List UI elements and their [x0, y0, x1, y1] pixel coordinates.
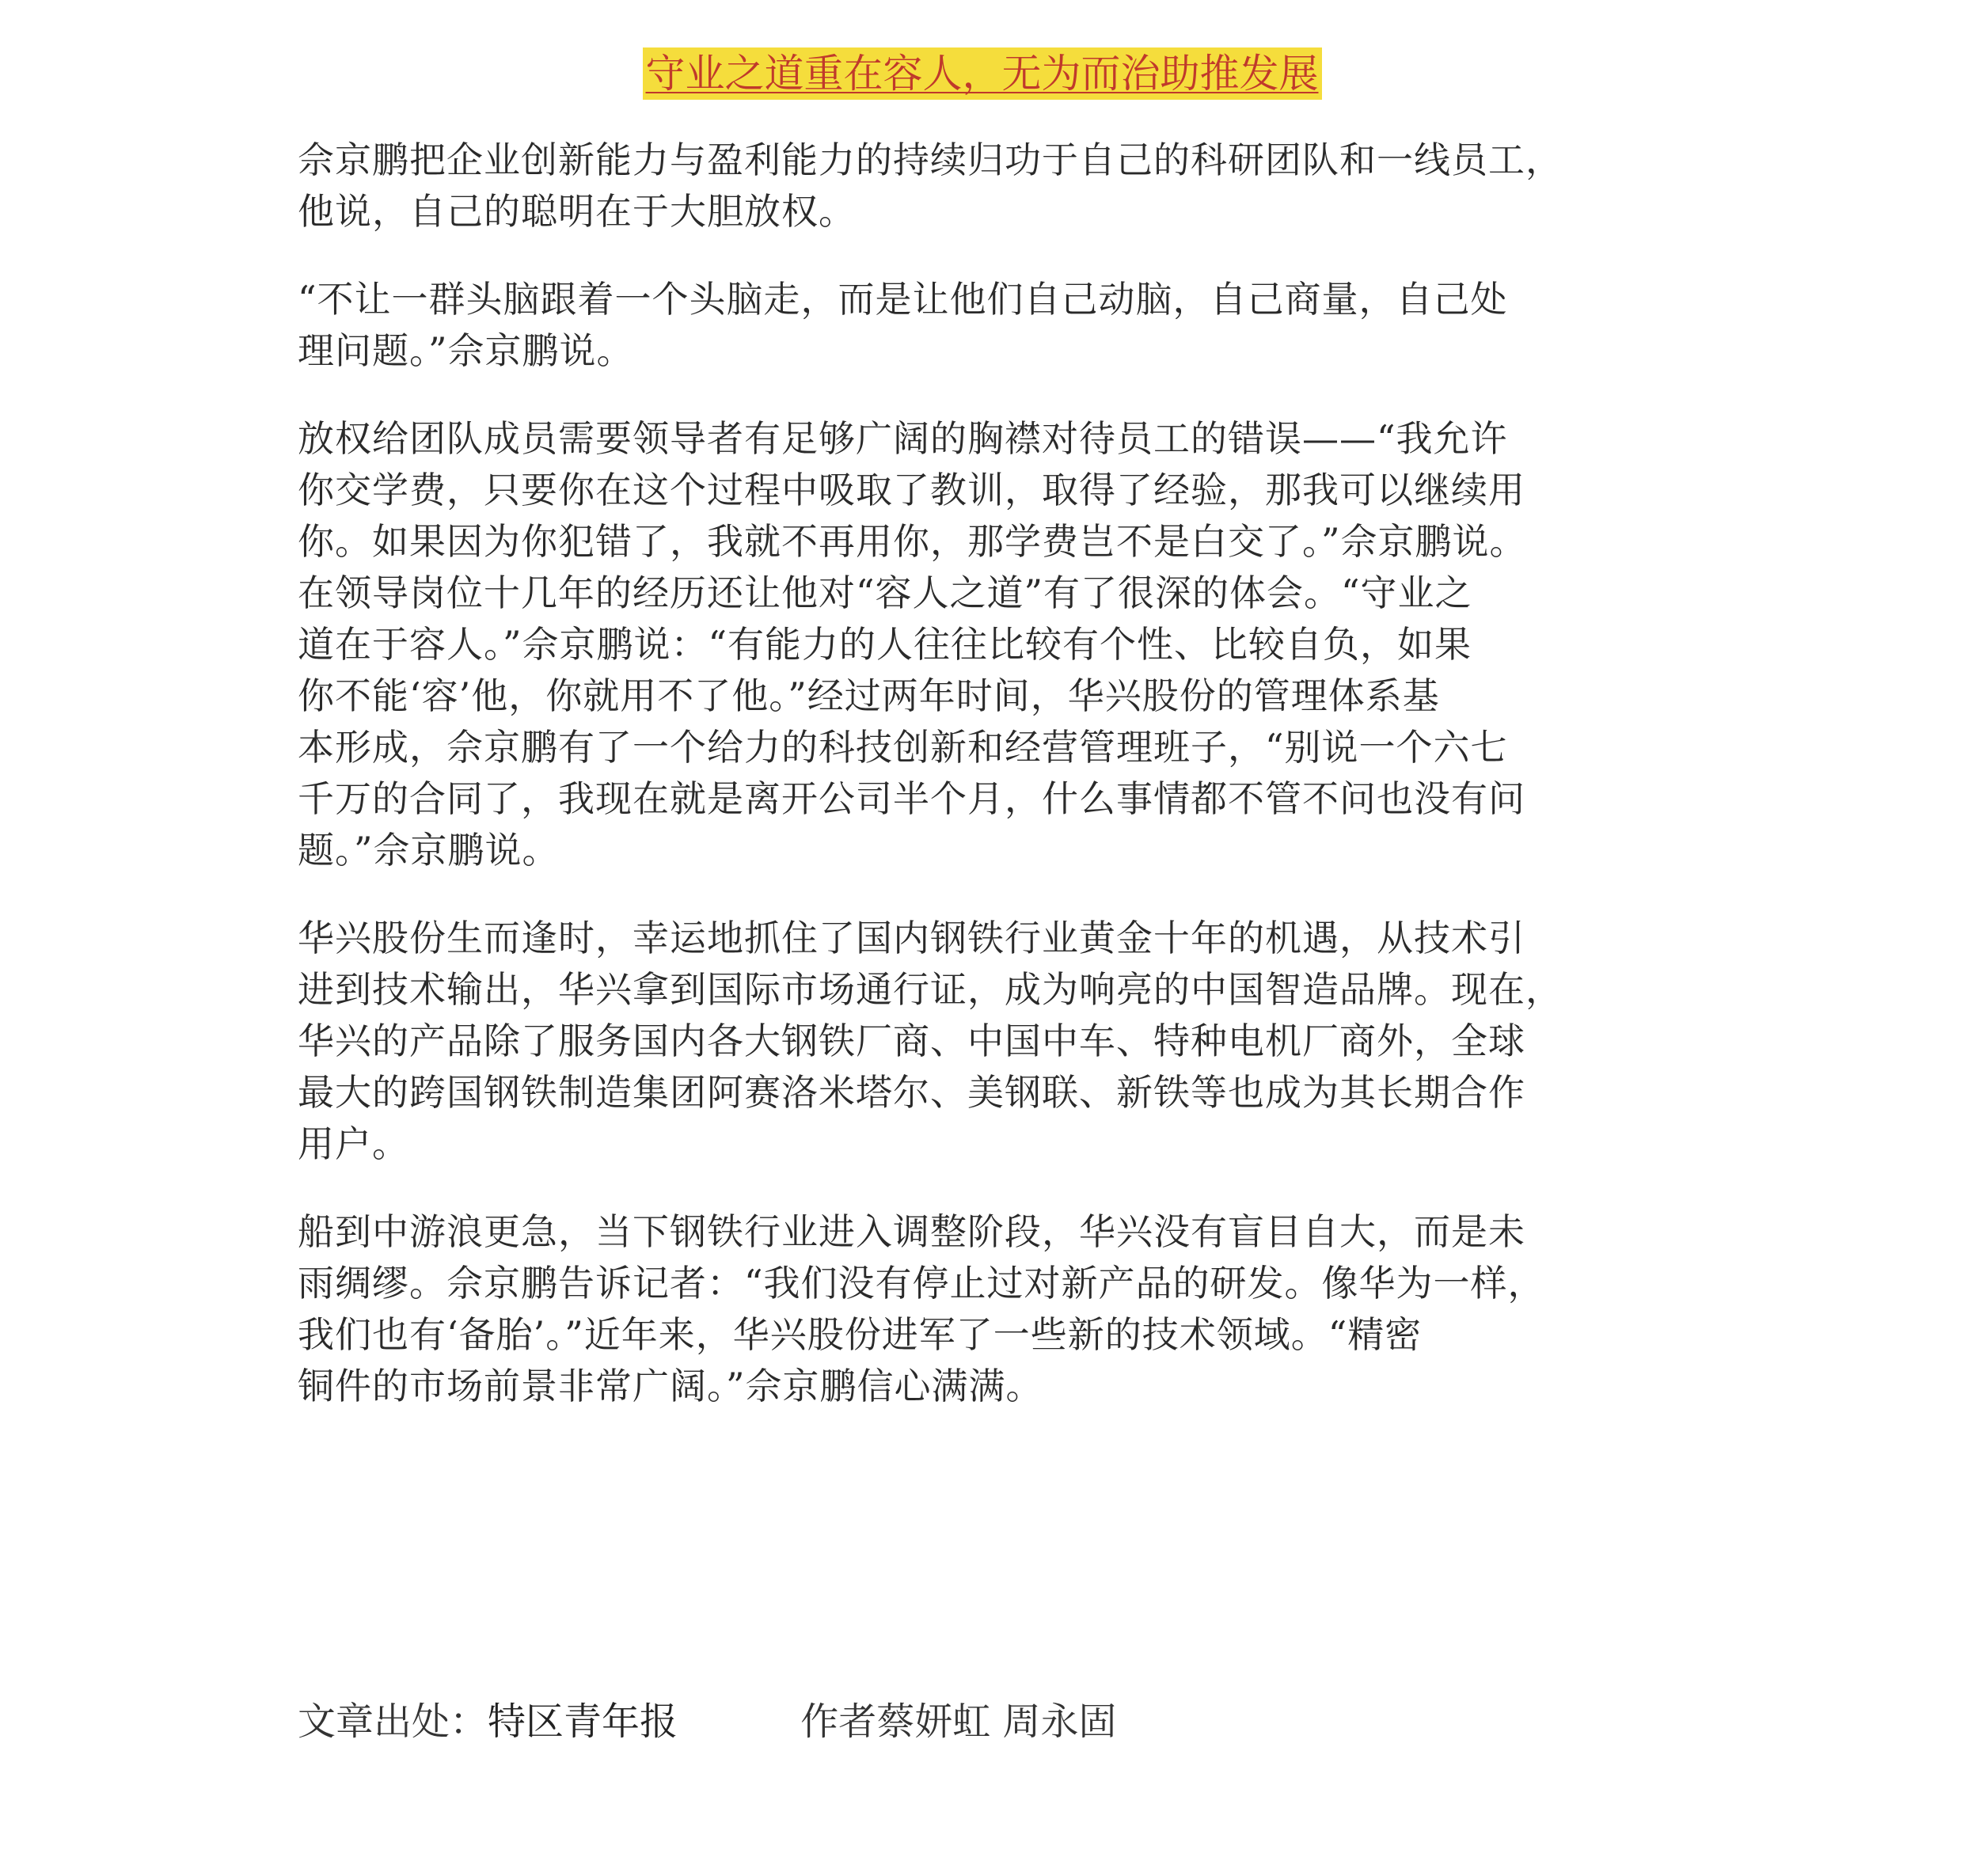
text-line: 进到技术输出，华兴拿到国际市场通行证，成为响亮的中国智造品牌。现在，	[298, 968, 1563, 1011]
text-line: 道在于容人。”佘京鹏说：“有能力的人往往比较有个性、比较自负，如果	[298, 623, 1472, 666]
article-body	[298, 135, 1707, 1449]
paragraph-1	[298, 135, 1707, 237]
text-line: 铜件的市场前景非常广阔。”佘京鹏信心满满。	[298, 1365, 1043, 1407]
text-line: 他说，自己的聪明在于大胆放权。	[298, 190, 856, 233]
article-title: 守业之道重在容人，无为而治助推发展	[643, 47, 1322, 100]
source-label: 文章出处：	[298, 1699, 488, 1744]
article-footer	[298, 1694, 1723, 1749]
text-line: 放权给团队成员需要领导者有足够广阔的胸襟对待员工的错误——“我允许	[298, 417, 1508, 460]
text-line: 我们也有‘备胎’。”近年来，华兴股份进军了一些新的技术领域。“精密	[298, 1313, 1423, 1356]
text-line: 在领导岗位十几年的经历还让他对“容人之道”有了很深的体会。“守业之	[298, 572, 1472, 614]
text-line: 你不能‘容’他，你就用不了他。”经过两年时间，华兴股份的管理体系基	[298, 674, 1440, 717]
text-line: 用户。	[298, 1122, 409, 1165]
text-line: 华兴的产品除了服务国内各大钢铁厂商、中国中车、特种电机厂商外，全球	[298, 1020, 1525, 1062]
text-line: 你交学费，只要你在这个过程中吸取了教训，取得了经验，那我可以继续用	[298, 469, 1525, 511]
text-line: 船到中游浪更急，当下钢铁行业进入调整阶段，华兴没有盲目自大，而是未	[298, 1210, 1525, 1253]
source-name: 特区青年报	[488, 1699, 678, 1744]
text-line: 理问题。”佘京鹏说。	[298, 329, 634, 372]
text-line: 雨绸缪。佘京鹏告诉记者：“我们没有停止过对新产品的研发。像华为一样，	[298, 1262, 1545, 1304]
paragraph-4	[298, 913, 1707, 1170]
paragraph-5	[298, 1206, 1707, 1412]
text-line: 题。”佘京鹏说。	[298, 829, 560, 872]
text-line: 最大的跨国钢铁制造集团阿赛洛米塔尔、美钢联、新铁等也成为其长期合作	[298, 1071, 1525, 1114]
author-credit: 作者蔡妍虹 周永固	[800, 1699, 1117, 1744]
text-line: 华兴股份生而逢时，幸运地抓住了国内钢铁行业黄金十年的机遇，从技术引	[298, 917, 1525, 959]
text-line: 佘京鹏把企业创新能力与盈利能力的持续归功于自己的科研团队和一线员工，	[298, 139, 1563, 181]
text-line: 千万的合同了，我现在就是离开公司半个月，什么事情都不管不问也没有问	[298, 777, 1525, 820]
paragraph-2	[298, 274, 1707, 377]
title-container	[0, 47, 1964, 100]
paragraph-3	[298, 413, 1707, 876]
text-line: “不让一群头脑跟着一个头脑走，而是让他们自己动脑，自己商量，自己处	[298, 278, 1508, 321]
text-line: 本形成，佘京鹏有了一个给力的科技创新和经营管理班子，“别说一个六七	[298, 726, 1508, 769]
text-line: 你。如果因为你犯错了，我就不再用你，那学费岂不是白交了。”佘京鹏说。	[298, 520, 1527, 563]
